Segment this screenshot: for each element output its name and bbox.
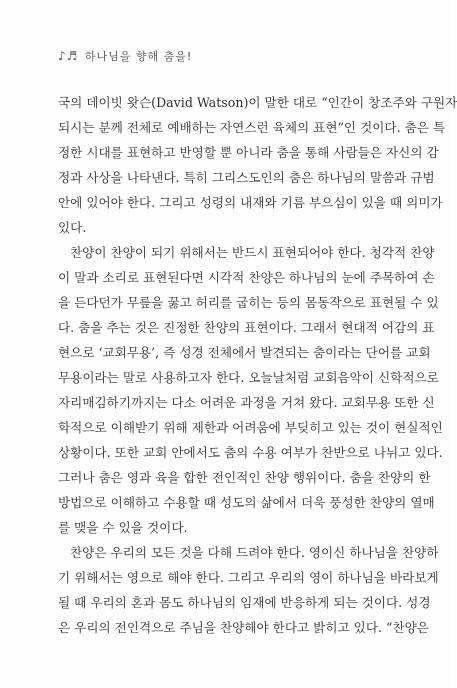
text-line: 정과 사상을 나타낸다. 특히 그리스도인의 춤은 하나님의 말씀과 규범 bbox=[58, 170, 435, 185]
body-text bbox=[58, 90, 457, 640]
text-line: 되시는 분께 전체로 예배하는 자연스런 육체의 표현”인 것이다. 춤은 특 bbox=[58, 120, 446, 135]
text-line: 자리매김하기까지는 다소 어려운 과정을 거쳐 왔다. 교회무용 또한 신 bbox=[58, 395, 435, 410]
running-head-title: 하나님을 향해 춤을! bbox=[84, 50, 193, 63]
text-line: 국의 데이빗 왓슨(David Watson)이 말한 대로 “인간이 창조주와 구원자 bbox=[58, 95, 457, 110]
text-line: 찬양은 우리의 모든 것을 다해 드려야 한다. 영이신 하나님을 찬양하 bbox=[70, 545, 439, 560]
text-line: 안에 있어야 한다. 그리고 성령의 내재와 기름 부으심이 있을 때 의미가 bbox=[58, 195, 443, 210]
music-notes-icon: ♪♬ bbox=[58, 49, 79, 63]
text-line: 은 우리의 전인격으로 주님을 찬양해야 한다고 밝히고 있다. “찬양은 bbox=[58, 620, 429, 635]
text-line: 다. 춤을 추는 것은 진정한 찬양의 표현이다. 그래서 현대적 어감의 표 bbox=[58, 320, 435, 335]
text-line: 기 위해서는 영으로 해야 한다. 그리고 우리의 영이 하나님을 바라보게 bbox=[58, 570, 439, 585]
text-line: 을 든다던가 무릎을 꿇고 허리를 굽히는 등의 몸동작으로 표현될 수 있 bbox=[58, 295, 439, 310]
text-line: 학적으로 이해받기 위해 제한과 어려움에 부딪히고 있는 것이 현실적인 bbox=[58, 420, 443, 435]
text-line: 있다. bbox=[58, 220, 87, 235]
text-line: 그러나 춤은 영과 육을 합한 전인적인 찬양 행위이다. 춤을 찬양의 한 bbox=[58, 470, 431, 485]
text-line: 상황이다. 또한 교회 안에서도 춤의 수용 여부가 찬반으로 나뉘고 있다. bbox=[58, 445, 443, 460]
text-line: 방법으로 이해하고 수용할 때 성도의 삶에서 더욱 풍성한 찬양의 열매 bbox=[58, 495, 435, 510]
text-line: 될 때 우리의 혼과 몸도 하나님의 임재에 반응하게 되는 것이다. 성경 bbox=[58, 595, 431, 610]
text-line: 를 맺을 수 있을 것이다. bbox=[58, 520, 188, 535]
text-line: 무용이라는 말로 사용하고자 한다. 오늘날처럼 교회음악이 신학적으로 bbox=[58, 370, 439, 385]
text-line: 정한 시대를 표현하고 반영할 뿐 아니라 춤을 통해 사람들은 자신의 감 bbox=[58, 145, 439, 160]
text-line: 찬양이 찬양이 되기 위해서는 반드시 표현되어야 한다. 청각적 찬양 bbox=[70, 245, 435, 260]
running-head bbox=[58, 48, 192, 64]
text-line: 현으로 ‘교회무용’, 즉 성경 전체에서 발견되는 춤이라는 단어를 교회 bbox=[58, 345, 431, 360]
text-line: 이 말과 소리로 표현된다면 시각적 찬양은 하나님의 눈에 주목하여 손 bbox=[58, 270, 435, 285]
